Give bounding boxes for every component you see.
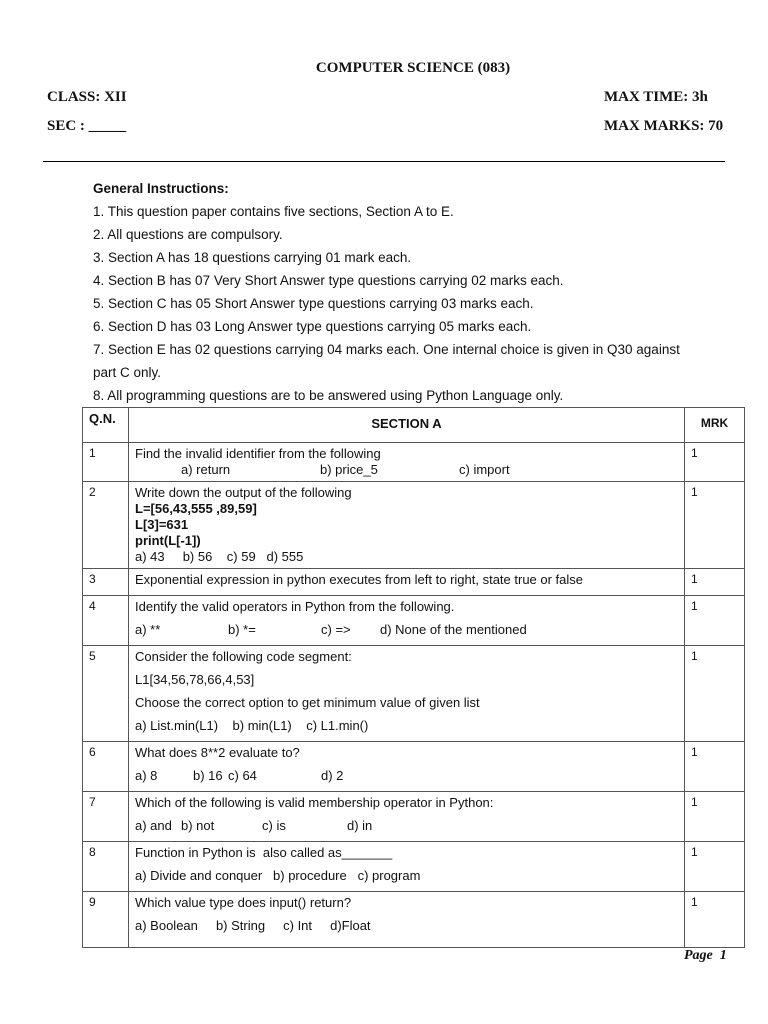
question-cell [129,443,685,482]
max-time-label: MAX TIME: 3h [604,89,708,105]
table-row [83,842,745,892]
question-cell [129,482,685,569]
question-cell [129,596,685,646]
question-options [135,818,678,838]
instruction-item: part C only. [93,365,162,380]
table-row [83,596,745,646]
question-cell [129,892,685,948]
question-number: 6 [83,742,129,792]
general-instructions [93,177,733,407]
option-c: c) import [459,462,510,477]
question-marks: 1 [685,742,745,792]
question-text: Write down the output of the following [135,485,352,500]
question-marks: 1 [685,842,745,892]
table-header-row [83,408,745,443]
instruction-item: 7. Section E has 02 questions carrying 04 marks each. One internal choice is given in Q30 against [93,342,680,357]
code-line: L=[56,43,555 ,89,59] [135,501,257,516]
question-text: Consider the following code segment: [135,649,352,664]
table-row [83,646,745,742]
question-text: What does 8**2 evaluate to? [135,745,300,760]
question-options [135,622,678,642]
question-marks: 1 [685,792,745,842]
question-text: Find the invalid identifier from the following [135,446,381,461]
table-row [83,792,745,842]
table-row [83,482,745,569]
option-a: a) ** [135,622,161,637]
option-b: b) 16 [193,768,223,783]
option-d: d) in [347,818,373,833]
question-options: a) Boolean b) String c) Int d)Float [135,918,371,933]
question-text: Which value type does input() return? [135,895,352,910]
question-number: 8 [83,842,129,892]
question-marks: 1 [685,569,745,596]
question-cell [129,646,685,742]
instruction-item: 5. Section C has 05 Short Answer type questions carrying 03 marks each. [93,296,534,311]
table-row [83,443,745,482]
option-c: c) is [262,818,286,833]
question-marks: 1 [685,482,745,569]
question-cell [129,742,685,792]
option-b: b) *= [228,622,256,637]
table-row [83,742,745,792]
option-b: b) price_5 [320,462,378,477]
code-line: print(L[-1]) [135,533,201,548]
section-label: SEC : _____ [47,118,127,134]
option-a: a) and [135,818,172,833]
instruction-item: 8. All programming questions are to be answered using Python Language only. [93,388,564,403]
question-options: a) List.min(L1) b) min(L1) c) L1.min() [135,718,369,733]
question-marks: 1 [685,443,745,482]
section-a-table [82,407,745,948]
question-number: 2 [83,482,129,569]
question-options [135,768,678,788]
question-number: 3 [83,569,129,596]
instruction-item: 4. Section B has 07 Very Short Answer type questions carrying 02 marks each. [93,273,564,288]
question-marks: 1 [685,646,745,742]
code-line: L1[34,56,78,66,4,53] [135,672,255,687]
question-marks: 1 [685,892,745,948]
header-divider [43,161,725,162]
question-marks: 1 [685,596,745,646]
paper-title: COMPUTER SCIENCE (083) [315,60,511,76]
question-cell [129,792,685,842]
question-number: 1 [83,443,129,482]
table-row [83,892,745,948]
option-c: c) => [321,622,351,637]
col-qn-header: Q.N. [83,408,129,443]
option-d: d) 2 [321,768,344,783]
instruction-item: 6. Section D has 03 Long Answer type questions carrying 05 marks each. [93,319,532,334]
col-mrk-header: MRK [685,408,745,443]
question-number: 9 [83,892,129,948]
question-text: Identify the valid operators in Python from the following. [135,599,455,614]
question-cell [129,569,685,596]
instruction-item: 3. Section A has 18 questions carrying 01 mark each. [93,250,412,265]
page-number: Page 1 [684,948,727,963]
question-cell [129,842,685,892]
question-number: 7 [83,792,129,842]
question-text: Choose the correct option to get minimum value of given list [135,695,480,710]
question-number: 4 [83,596,129,646]
table-row [83,569,745,596]
code-line: L[3]=631 [135,517,189,532]
instructions-heading: General Instructions: [93,181,229,196]
col-section-header: SECTION A [129,408,685,443]
option-b: b) not [181,818,215,833]
option-a: a) return [181,462,231,477]
question-options: a) Divide and conquer b) procedure c) program [135,868,421,883]
question-text: Which of the following is valid membership operator in Python: [135,795,494,810]
question-options [135,462,678,478]
question-text: Exponential expression in python executes from left to right, state true or false [135,572,584,587]
question-text: Function in Python is also called as_______ [135,845,393,860]
class-label: CLASS: XII [47,89,127,105]
question-number: 5 [83,646,129,742]
instruction-item: 1. This question paper contains five sections, Section A to E. [93,204,454,219]
option-d: d) None of the mentioned [380,622,527,637]
instruction-item: 2. All questions are compulsory. [93,227,283,242]
max-marks-label: MAX MARKS: 70 [604,118,724,134]
question-options: a) 43 b) 56 c) 59 d) 555 [135,549,304,564]
option-c: c) 64 [228,768,257,783]
option-a: a) 8 [135,768,158,783]
